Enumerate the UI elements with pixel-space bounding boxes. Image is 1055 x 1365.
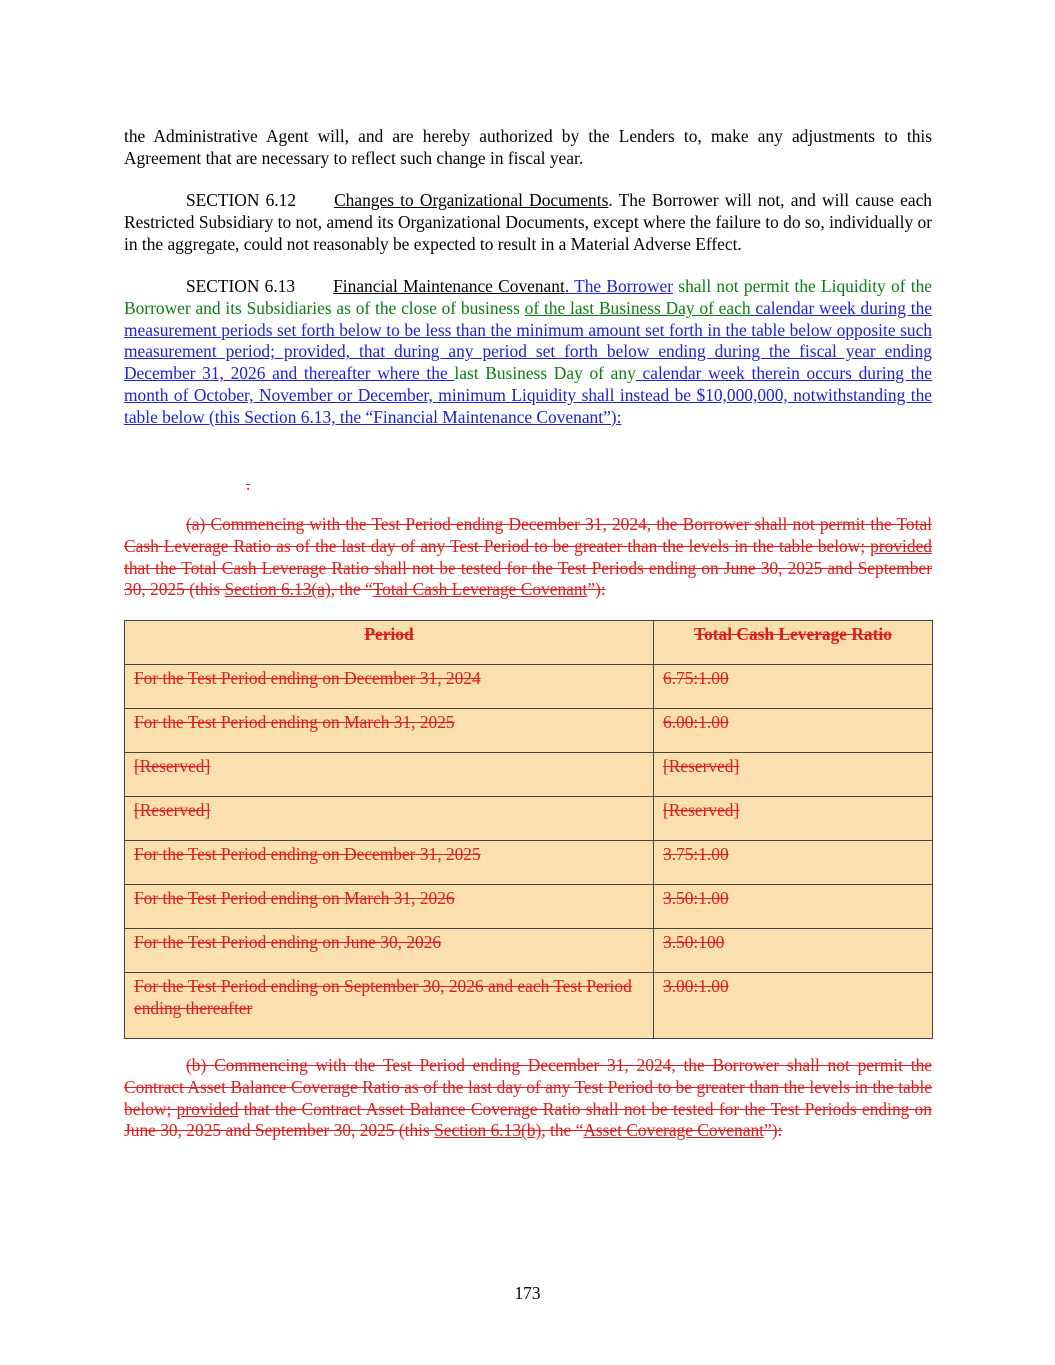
deleted-text: (b) Commencing with the Test Period ending December 31, 2024, the Borrower shall not permit the Contract Asset Balance Coverage Ratio as of the last day of any Test Period to be greater than the levels in the table below; <box>124 1055 932 1119</box>
section-title: Changes to Organizational Documents <box>334 190 609 210</box>
deleted-text: Section 6.13(b) <box>434 1120 542 1141</box>
leverage-ratio-table <box>124 620 933 1039</box>
paragraph-b-deleted <box>124 1055 932 1142</box>
deleted-mark: . <box>246 475 251 494</box>
ratio-cell: [Reserved] <box>654 797 933 841</box>
period-cell: For the Test Period ending on June 30, 2026 <box>125 929 654 973</box>
table-row <box>125 841 933 885</box>
period-cell: For the Test Period ending on September 30, 2026 and each Test Period ending thereafter <box>125 973 654 1039</box>
period-cell: For the Test Period ending on December 31, 2025 <box>125 841 654 885</box>
table-row <box>125 797 933 841</box>
table-row <box>125 709 933 753</box>
deleted-text: that the Total Cash Leverage Ratio shall not be tested for the Test Periods ending on June 30, 2025 and September 30, 2025 (this <box>124 557 932 600</box>
section-body: . The Borrower will not, and will cause each Restricted Subsidiary to not, amend its Organizational Documents, except where the failure to do so, individually or in the aggregate, could not reasonably be expected to result in a Material Adverse Effect. <box>124 190 932 254</box>
section-title: Financial Maintenance Covenant <box>333 276 565 296</box>
deleted-text: provided <box>176 1098 239 1119</box>
column-header-period: Period <box>125 621 654 665</box>
period-cell: For the Test Period ending on December 31, 2024 <box>125 665 654 709</box>
table-header-row <box>125 621 933 665</box>
paragraph-fiscal-year <box>124 126 932 170</box>
deleted-text: that the Contract Asset Balance Coverage Ratio shall not be tested for the Test Periods ending on June 30, 2025 and September 30, 2025 (this <box>124 1098 932 1141</box>
period-cell: For the Test Period ending on March 31, 2026 <box>125 885 654 929</box>
section-6-12 <box>124 190 932 255</box>
deleted-text: Section 6.13(a) <box>224 579 331 600</box>
period-cell: For the Test Period ending on March 31, 2025 <box>125 709 654 753</box>
moved-text: shall not permit the Liquidity of the Borrower and its Subsidiaries as of the close of business <box>124 276 932 318</box>
ratio-cell: 3.50:100 <box>654 929 933 973</box>
deleted-text: , the “ <box>330 579 373 600</box>
period-cell: [Reserved] <box>125 797 654 841</box>
deleted-text: ”): <box>587 579 606 600</box>
inserted-text: calendar week therein occurs during the month of October, November or December, minimum Liquidity shall instead be $10,000,000, notwithstanding the table below (this Section 6.13, the “Financial Maintenance Covenant”): <box>124 363 932 427</box>
ratio-cell: 3.00:1.00 <box>654 973 933 1039</box>
inserted-dot: . <box>564 276 570 296</box>
section-6-13 <box>124 276 932 429</box>
paragraph-text: the Administrative Agent will, and are hereby authorized by the Lenders to, make any adjustments to this Agreement that are necessary to reflect such change in fiscal year. <box>124 126 932 168</box>
table-row <box>125 885 933 929</box>
deleted-text: (a) Commencing with the Test Period ending December 31, 2024, the Borrower shall not permit the Total Cash Leverage Ratio as of the last day of any Test Period to be greater than the levels in the table below; <box>124 514 932 556</box>
ratio-cell: 6.00:1.00 <box>654 709 933 753</box>
ratio-cell: 3.75:1.00 <box>654 841 933 885</box>
inserted-text: calendar week during the measurement periods set forth below to be less than the minimum amount set forth in the table below opposite such measurement period; provided, that during any period set forth below ending during the fiscal year ending December 31, 2026 and thereafter where the <box>124 297 933 384</box>
ratio-cell: [Reserved] <box>654 753 933 797</box>
deleted-text: Asset Coverage Covenant <box>583 1120 764 1141</box>
table-row <box>125 665 933 709</box>
deleted-text: provided <box>870 535 932 556</box>
moved-text: last Business Day of any <box>454 363 636 384</box>
table-row <box>125 973 933 1039</box>
deleted-text: ”): <box>763 1120 783 1141</box>
moved-text: of the last Business Day of each <box>524 297 751 318</box>
table-row <box>125 753 933 797</box>
column-header-ratio: Total Cash Leverage Ratio <box>654 621 933 665</box>
deleted-text: , the “ <box>541 1120 584 1141</box>
period-cell: [Reserved] <box>125 753 654 797</box>
ratio-cell: 6.75:1.00 <box>654 665 933 709</box>
deleted-text: Total Cash Leverage Covenant <box>372 579 588 600</box>
section-number: SECTION 6.13 <box>186 276 296 296</box>
section-number: SECTION 6.12 <box>186 190 297 210</box>
table-row <box>125 929 933 973</box>
ratio-cell: 3.50:1.00 <box>654 885 933 929</box>
paragraph-a-deleted <box>124 514 932 601</box>
inserted-text: The Borrower <box>569 276 674 296</box>
page-number: 173 <box>514 1283 541 1303</box>
